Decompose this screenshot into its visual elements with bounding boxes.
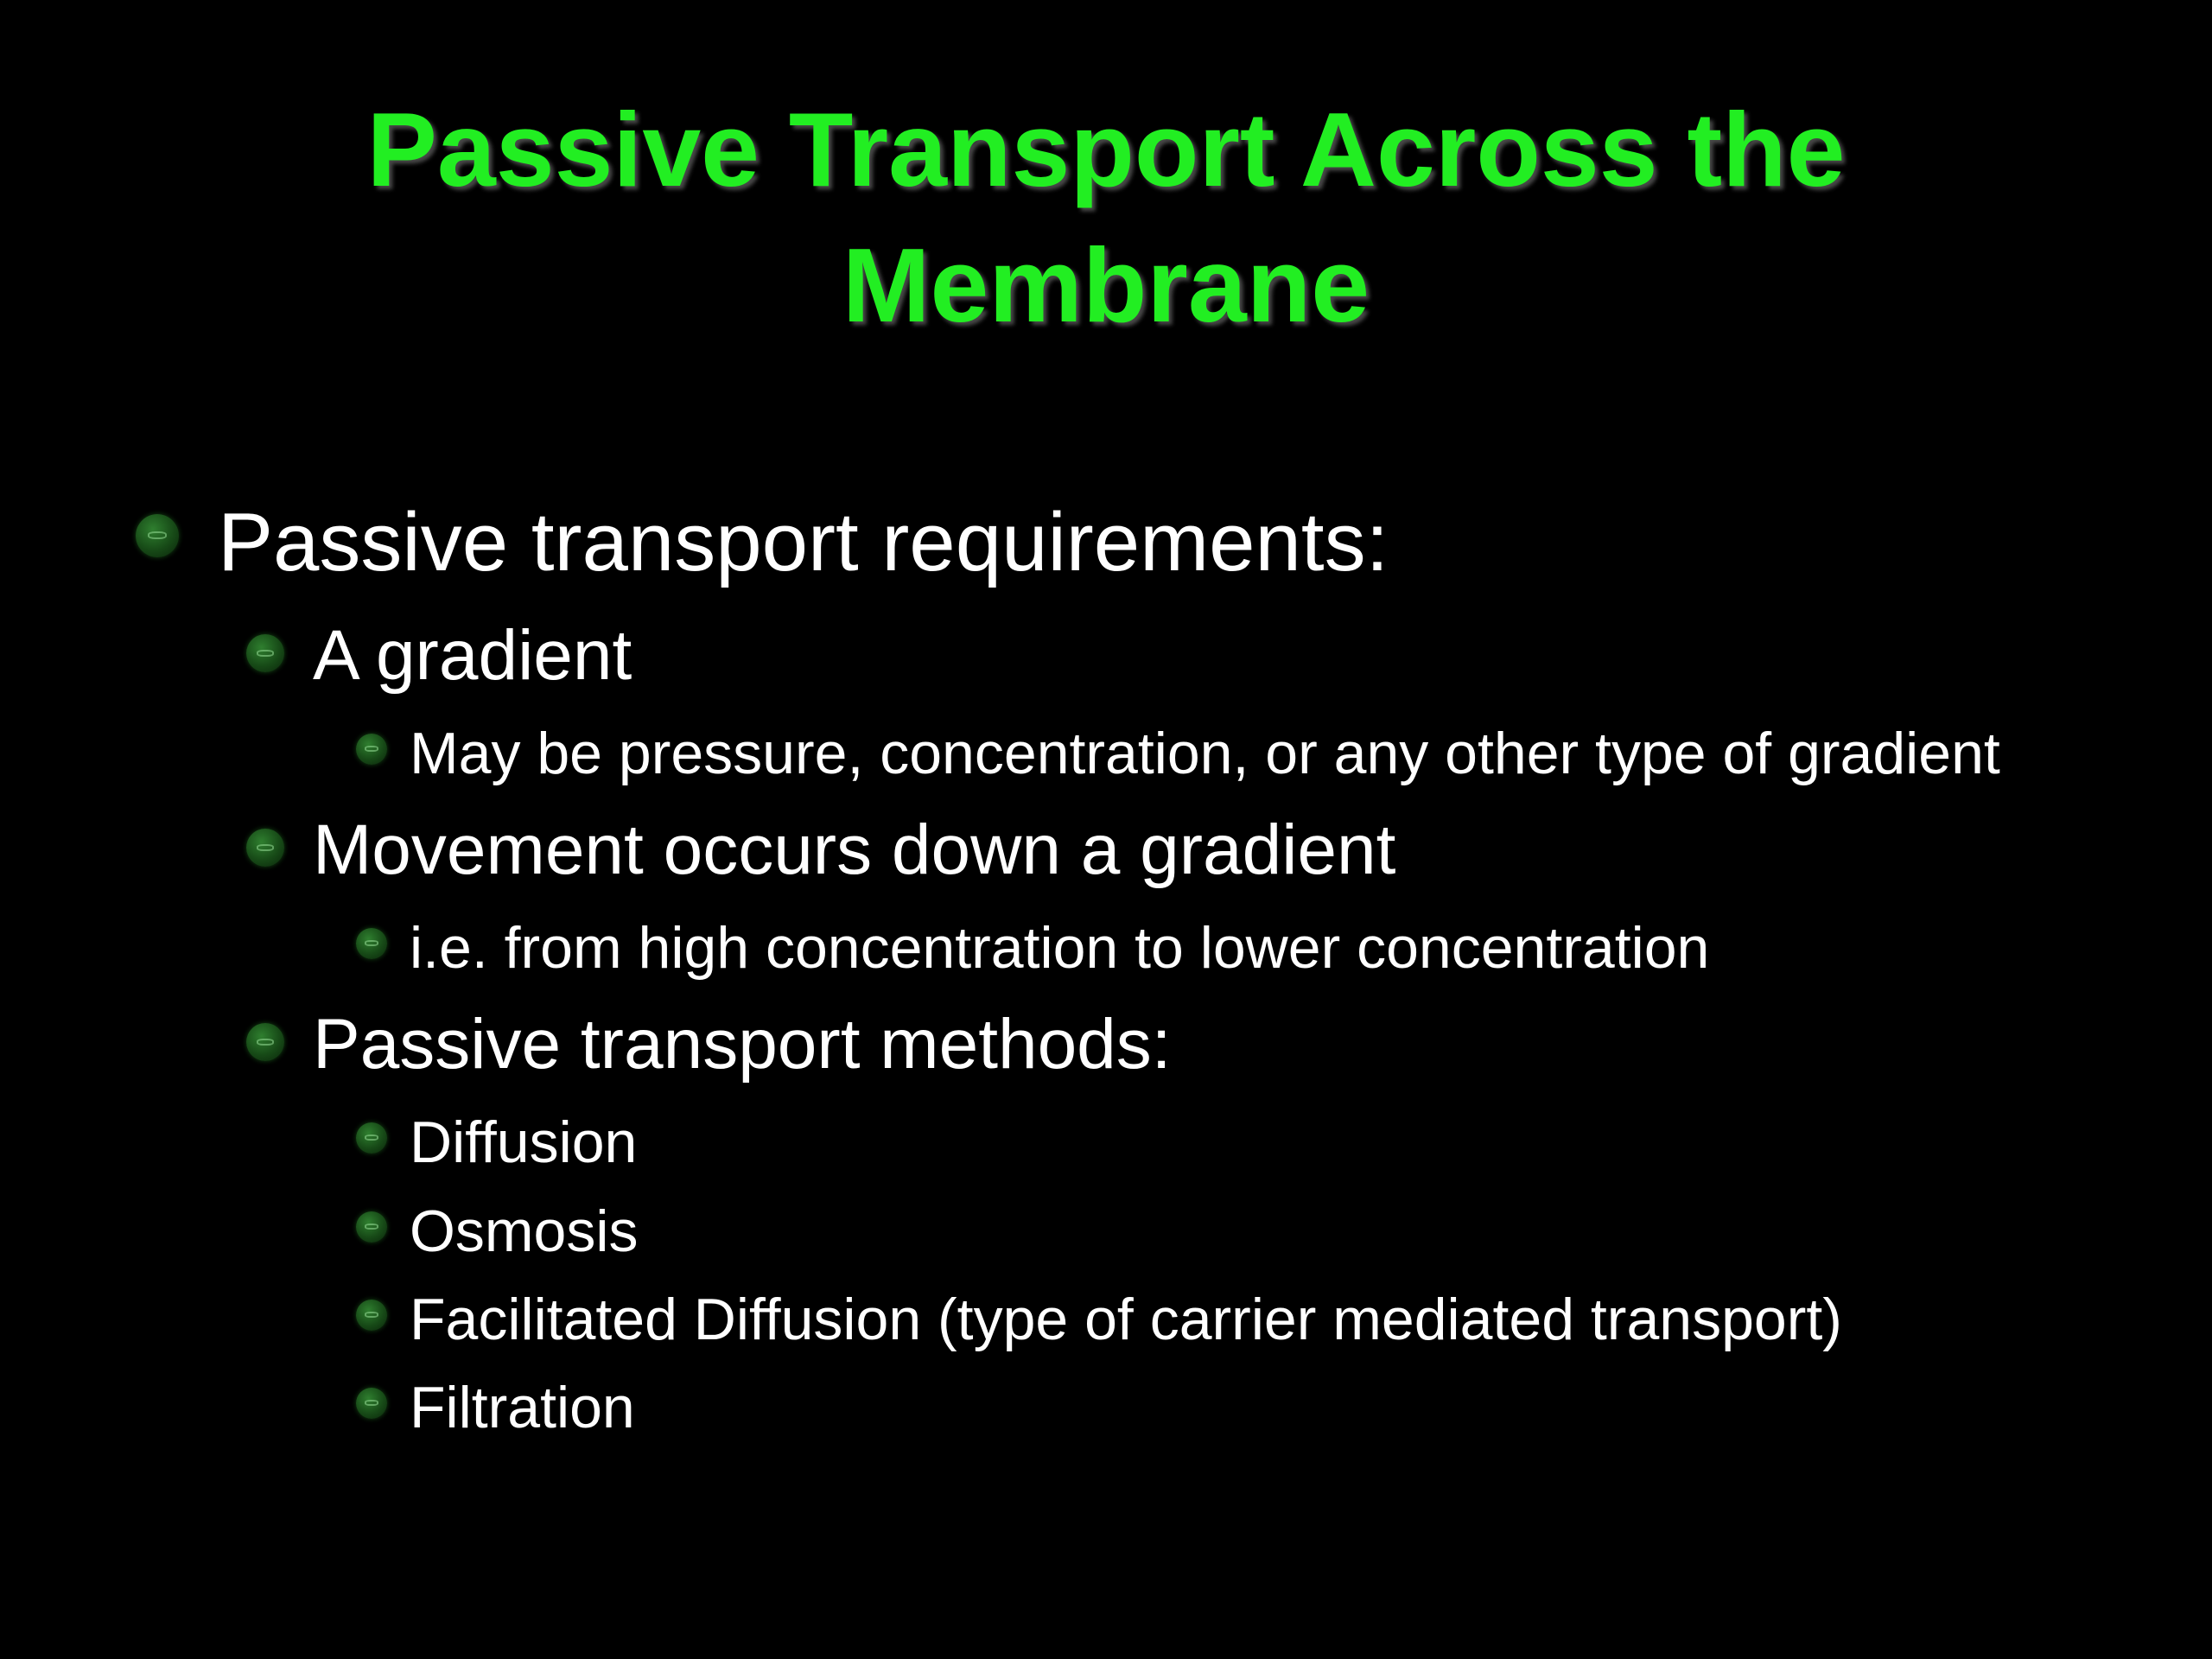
bullet-item-movement-down-gradient [313, 810, 1395, 891]
bullet-item-passive-transport-methods [313, 1004, 1172, 1085]
green-orb-bullet-icon [136, 514, 179, 557]
bullet-item-text: Filtration [410, 1375, 635, 1440]
bullet-item-a-gradient [313, 615, 632, 696]
green-orb-bullet-icon [356, 1388, 387, 1419]
green-orb-bullet-icon [246, 829, 284, 867]
green-orb-bullet-icon [246, 1023, 284, 1061]
bullet-item-filtration [410, 1374, 635, 1441]
green-orb-bullet-icon [246, 634, 284, 672]
bullet-item-facilitated-diffusion [410, 1286, 1842, 1353]
green-orb-bullet-icon [356, 928, 387, 959]
bullet-item-text: Passive transport requirements: [218, 496, 1389, 588]
bullet-item-passive-transport-requirements [218, 495, 1389, 590]
bullet-item-text: Facilitated Diffusion (type of carrier mediated transport) [410, 1287, 1842, 1352]
bullet-item-text: Movement occurs down a gradient [313, 810, 1396, 889]
slide-title-line-1: Passive Transport Across the [366, 91, 1846, 208]
green-orb-bullet-icon [356, 1211, 387, 1243]
bullet-item-text: Passive transport methods: [313, 1005, 1172, 1084]
bullet-item-text: i.e. from high concentration to lower concentration [410, 915, 1710, 981]
bullet-item-text: Osmosis [410, 1198, 639, 1264]
green-orb-bullet-icon [356, 1300, 387, 1331]
green-orb-bullet-icon [356, 734, 387, 765]
bullet-item-diffusion [410, 1109, 637, 1176]
bullet-item-text: Diffusion [410, 1109, 638, 1175]
bullet-item-text: May be pressure, concentration, or any other type of gradient [410, 721, 2000, 786]
bullet-item-osmosis [410, 1198, 638, 1265]
bullet-item-text: A gradient [313, 616, 632, 695]
bullet-item-high-to-low [410, 914, 1709, 982]
green-orb-bullet-icon [356, 1122, 387, 1154]
slide-title-line-2: Membrane [842, 226, 1370, 344]
bullet-item-gradient-types [410, 720, 2000, 787]
